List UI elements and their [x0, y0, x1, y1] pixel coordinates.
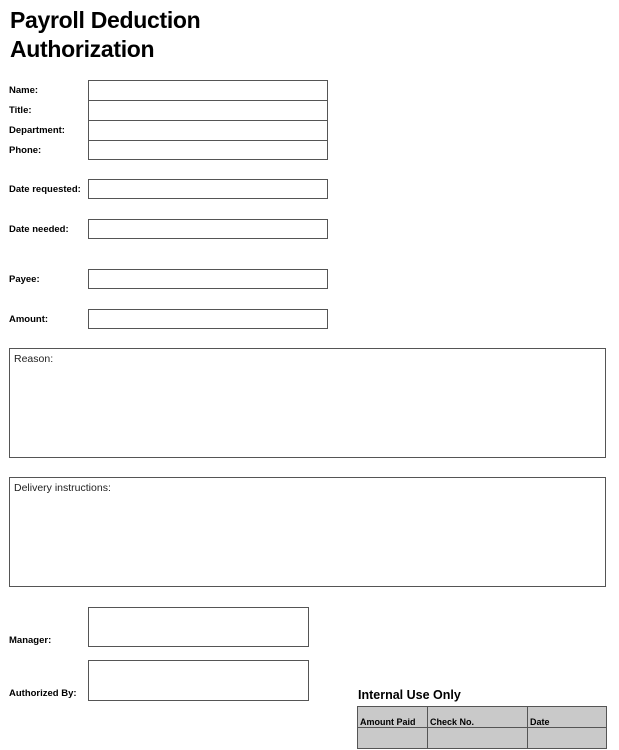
amount-field[interactable]	[88, 309, 328, 329]
name-label: Name:	[9, 85, 39, 96]
form-title-line-2: Authorization	[10, 36, 155, 62]
internal-use-table	[357, 706, 607, 749]
amount-paid-cell[interactable]	[358, 728, 428, 749]
date-needed-label: Date needed:	[9, 224, 69, 235]
form-title-line-1: Payroll Deduction	[10, 7, 201, 33]
department-field[interactable]	[88, 120, 328, 141]
authorized-by-signature-field[interactable]	[88, 660, 309, 701]
payee-field[interactable]	[88, 269, 328, 289]
amount-label: Amount:	[9, 314, 49, 325]
department-label: Department:	[9, 125, 65, 136]
date-requested-field[interactable]	[88, 179, 328, 199]
authorized-by-label: Authorized By:	[9, 688, 77, 699]
internal-use-title: Internal Use Only	[358, 688, 461, 702]
amount-paid-header: Amount Paid	[358, 707, 428, 728]
internal-use-header-row	[358, 707, 607, 728]
reason-label: Reason:	[14, 353, 54, 365]
check-no-cell[interactable]	[428, 728, 528, 749]
delivery-instructions-label: Delivery instructions:	[14, 482, 111, 494]
phone-field[interactable]	[88, 140, 328, 160]
payee-label: Payee:	[9, 274, 40, 285]
name-field[interactable]	[88, 80, 328, 101]
date-header: Date	[528, 707, 607, 728]
internal-use-entry-row	[358, 728, 607, 749]
check-no-header: Check No.	[428, 707, 528, 728]
date-requested-label: Date requested:	[9, 184, 81, 195]
reason-area[interactable]	[9, 348, 606, 458]
form-title	[10, 6, 200, 64]
title-field[interactable]	[88, 100, 328, 121]
manager-signature-field[interactable]	[88, 607, 309, 647]
phone-label: Phone:	[9, 145, 42, 156]
delivery-instructions-area[interactable]	[9, 477, 606, 587]
date-needed-field[interactable]	[88, 219, 328, 239]
manager-label: Manager:	[9, 635, 52, 646]
title-label: Title:	[9, 105, 32, 116]
date-cell[interactable]	[528, 728, 607, 749]
